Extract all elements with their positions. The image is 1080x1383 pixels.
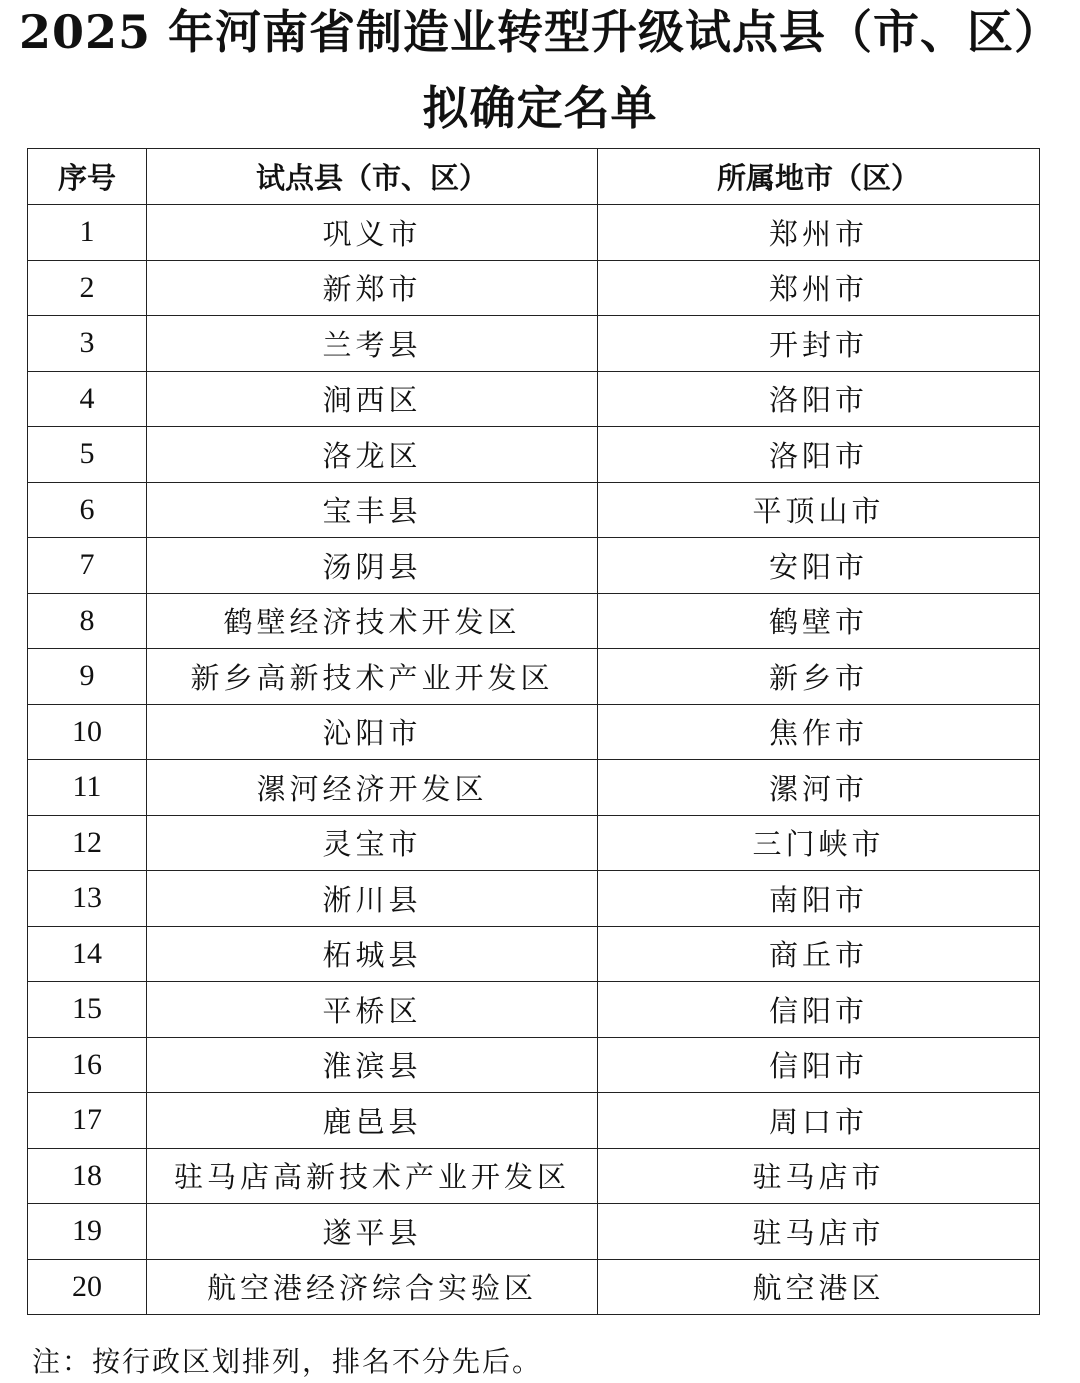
serial-number-cell: 17 [28,1093,147,1149]
table-row [28,316,1040,372]
serial-number-cell: 8 [28,593,147,649]
table-row [28,1093,1040,1149]
serial-number-cell: 3 [28,316,147,372]
header-affiliated-city: 所属地市（区） [598,149,1040,205]
serial-number-cell: 5 [28,427,147,483]
header-pilot-county: 试点县（市、区） [147,149,598,205]
affiliated-city-cell: 商丘市 [598,926,1040,982]
affiliated-city-cell: 郑州市 [598,205,1040,261]
affiliated-city-cell: 信阳市 [598,1037,1040,1093]
serial-number-cell: 15 [28,982,147,1038]
table-row [28,982,1040,1038]
affiliated-city-cell: 信阳市 [598,982,1040,1038]
header-serial-number: 序号 [28,149,147,205]
pilot-county-table [27,148,1040,1315]
serial-number-cell: 12 [28,815,147,871]
pilot-county-cell: 新郑市 [147,260,598,316]
affiliated-city-cell: 洛阳市 [598,371,1040,427]
serial-number-cell: 6 [28,482,147,538]
affiliated-city-cell: 周口市 [598,1093,1040,1149]
affiliated-city-cell: 新乡市 [598,649,1040,705]
pilot-county-cell: 新乡高新技术产业开发区 [147,649,598,705]
table-row [28,205,1040,261]
affiliated-city-cell: 洛阳市 [598,427,1040,483]
table-row [28,371,1040,427]
affiliated-city-cell: 焦作市 [598,704,1040,760]
pilot-county-cell: 遂平县 [147,1204,598,1260]
serial-number-cell: 10 [28,704,147,760]
table-row [28,649,1040,705]
table-row [28,760,1040,816]
affiliated-city-cell: 三门峡市 [598,815,1040,871]
serial-number-cell: 18 [28,1148,147,1204]
serial-number-cell: 11 [28,760,147,816]
table-row [28,1259,1040,1315]
table-row [28,871,1040,927]
table-row [28,815,1040,871]
serial-number-cell: 16 [28,1037,147,1093]
pilot-county-cell: 沁阳市 [147,704,598,760]
table-row [28,427,1040,483]
serial-number-cell: 20 [28,1259,147,1315]
pilot-county-cell: 淅川县 [147,871,598,927]
affiliated-city-cell: 郑州市 [598,260,1040,316]
pilot-county-cell: 涧西区 [147,371,598,427]
table-row [28,704,1040,760]
table-header-row [28,149,1040,205]
affiliated-city-cell: 驻马店市 [598,1204,1040,1260]
table-row [28,1037,1040,1093]
pilot-county-cell: 鹿邑县 [147,1093,598,1149]
table-row [28,926,1040,982]
serial-number-cell: 13 [28,871,147,927]
pilot-county-cell: 汤阴县 [147,538,598,594]
table-row [28,260,1040,316]
pilot-county-cell: 驻马店高新技术产业开发区 [147,1148,598,1204]
table-row [28,482,1040,538]
document-title-line-2: 拟确定名单 [422,81,658,135]
serial-number-cell: 1 [28,205,147,261]
affiliated-city-cell: 漯河市 [598,760,1040,816]
table-row [28,1204,1040,1260]
pilot-county-cell: 平桥区 [147,982,598,1038]
pilot-county-cell: 巩义市 [147,205,598,261]
table-row [28,538,1040,594]
document-title-line-1: 2025 年河南省制造业转型升级试点县（市、区） [18,5,1062,59]
serial-number-cell: 2 [28,260,147,316]
affiliated-city-cell: 航空港区 [598,1259,1040,1315]
affiliated-city-cell: 安阳市 [598,538,1040,594]
serial-number-cell: 4 [28,371,147,427]
table-row [28,1148,1040,1204]
pilot-county-cell: 灵宝市 [147,815,598,871]
affiliated-city-cell: 南阳市 [598,871,1040,927]
pilot-county-cell: 淮滨县 [147,1037,598,1093]
pilot-county-cell: 漯河经济开发区 [147,760,598,816]
pilot-county-cell: 兰考县 [147,316,598,372]
pilot-county-cell: 鹤壁经济技术开发区 [147,593,598,649]
serial-number-cell: 19 [28,1204,147,1260]
table-row [28,593,1040,649]
footnote: 注：按行政区划排列，排名不分先后。 [32,1345,543,1378]
affiliated-city-cell: 驻马店市 [598,1148,1040,1204]
pilot-county-cell: 航空港经济综合实验区 [147,1259,598,1315]
affiliated-city-cell: 鹤壁市 [598,593,1040,649]
serial-number-cell: 7 [28,538,147,594]
pilot-county-cell: 宝丰县 [147,482,598,538]
serial-number-cell: 9 [28,649,147,705]
affiliated-city-cell: 开封市 [598,316,1040,372]
pilot-county-cell: 洛龙区 [147,427,598,483]
serial-number-cell: 14 [28,926,147,982]
pilot-county-cell: 柘城县 [147,926,598,982]
affiliated-city-cell: 平顶山市 [598,482,1040,538]
